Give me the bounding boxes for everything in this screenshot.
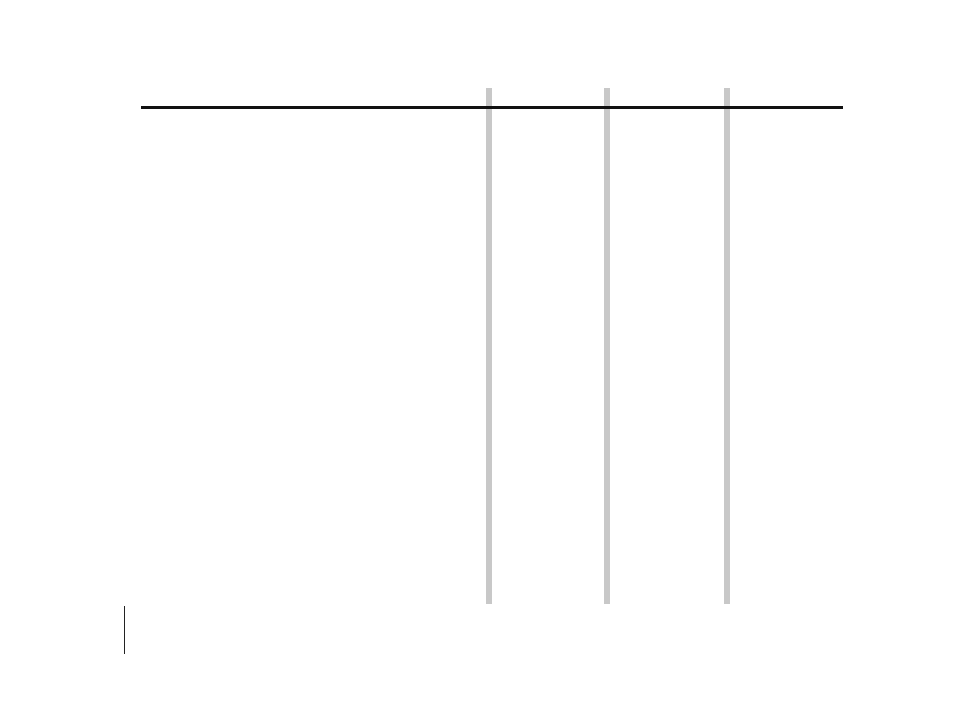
column-separator bbox=[604, 88, 610, 604]
column-separator bbox=[486, 88, 492, 604]
column-separator bbox=[724, 88, 730, 604]
header-rule bbox=[141, 106, 843, 109]
tab-column-line bbox=[124, 606, 125, 654]
